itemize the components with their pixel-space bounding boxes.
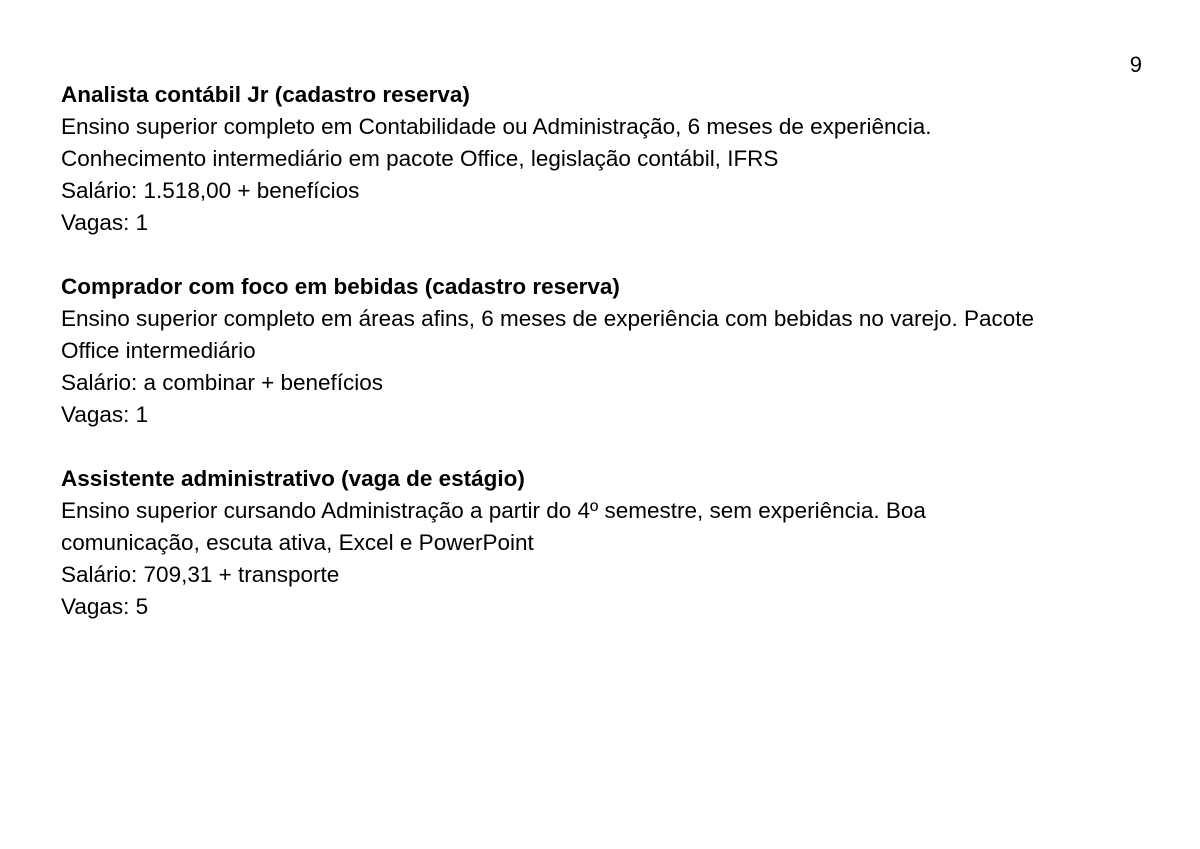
job-title: Analista contábil Jr (cadastro reserva): [61, 82, 470, 107]
job-salary: Salário: 709,31 + transporte: [61, 562, 340, 587]
job-salary: Salário: a combinar + benefícios: [61, 370, 384, 395]
page-number: 9: [1129, 52, 1142, 77]
job-description-line: Ensino superior cursando Administração a partir do 4º semestre, sem experiência. Boa: [61, 498, 926, 523]
job-listing: [61, 463, 1141, 623]
job-listings: [61, 79, 1141, 655]
job-description-line: Office intermediário: [61, 338, 256, 363]
job-title: Comprador com foco em bebidas (cadastro reserva): [61, 274, 620, 299]
job-description-line: Conhecimento intermediário em pacote Office, legislação contábil, IFRS: [61, 146, 779, 171]
job-description-line: comunicação, escuta ativa, Excel e PowerPoint: [61, 530, 534, 555]
job-vacancies: Vagas: 1: [61, 210, 149, 235]
job-vacancies: Vagas: 1: [61, 402, 149, 427]
job-listing: [61, 271, 1141, 431]
job-listing: [61, 79, 1141, 239]
job-description-line: Ensino superior completo em áreas afins, 6 meses de experiência com bebidas no varejo. Pacote: [61, 306, 1035, 331]
job-description-line: Ensino superior completo em Contabilidade ou Administração, 6 meses de experiência.: [61, 114, 932, 139]
job-vacancies: Vagas: 5: [61, 594, 149, 619]
job-salary: Salário: 1.518,00 + benefícios: [61, 178, 360, 203]
job-title: Assistente administrativo (vaga de estágio): [61, 466, 525, 491]
